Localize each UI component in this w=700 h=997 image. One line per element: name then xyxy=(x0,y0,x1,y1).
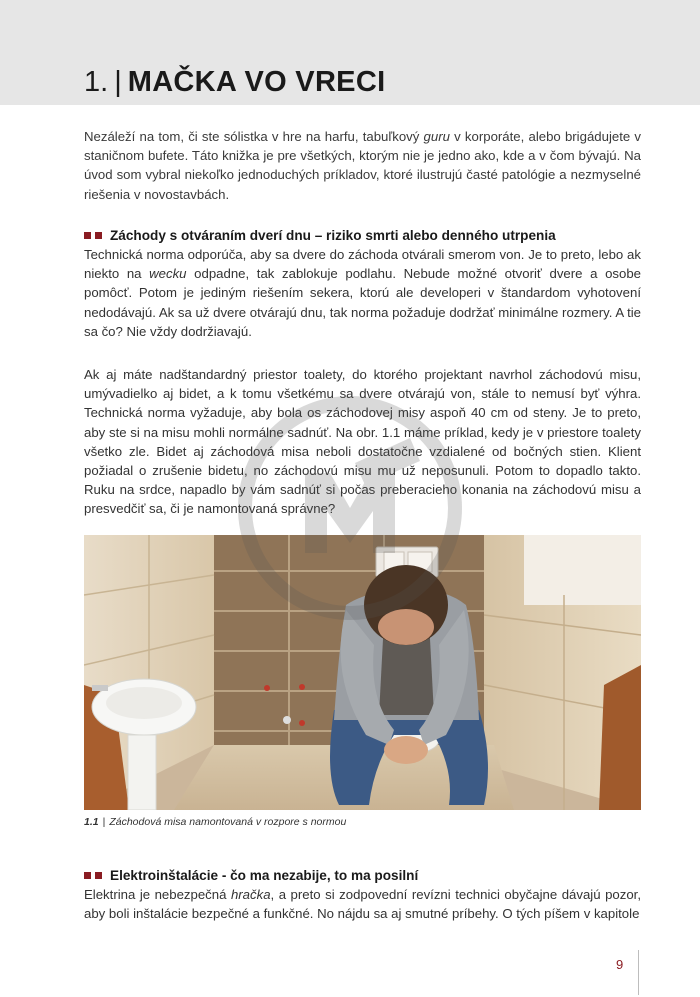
intro-guru-word: guru xyxy=(423,129,450,144)
intro-paragraph xyxy=(84,127,641,204)
bullet-square-icon xyxy=(95,232,102,239)
intro-text-b: v korporáte, alebo brigádujete v staničnom bufete. Táto knižka je pre všetkých, ktorým nie je jedno ako, kde a v čom bývajú. Na úvod som vybral niekoľko jednoduchých príkladov, ktoré ilustrujú časté patológie a nezmyselné riešenia v novostavbách. xyxy=(84,129,641,202)
section1-text-a: Technická norma odporúča, aby sa dvere do záchoda otvárali smerom von. Je to preto, lebo ak niekto na xyxy=(84,247,641,282)
chapter-name: MAČKA VO VRECI xyxy=(127,66,386,98)
section1-text-b: odpadne, tak zablokuje podlahu. Nebude možné otvoriť dvere a osobe pomôcť. Potom je jediným riešením sekera, ktorú ale developeri v štandardom vyhotovení nedodávajú. Ak sa už dvere otvárajú dnu, tak norma požaduje dodržať minimálne rozmery. A tie sa čo? Nie vždy dodržiavajú. xyxy=(84,266,642,339)
section-heading-text: Záchody s otváraním dverí dnu – riziko smrti alebo denného utrpenia xyxy=(110,228,556,243)
section2-text-b: , a preto si zodpovední revízni technici obyčajne dávajú pozor, aby boli inštalácie bezpečné a funkčné. No nájdu sa aj smutné príbehy. O tých píšem v kapitole xyxy=(84,887,641,922)
figure-separator: | xyxy=(102,816,106,828)
section2-text-a: Elektrina je nebezpečná xyxy=(84,887,231,902)
page-number: 9 xyxy=(616,957,624,972)
figure-caption-text: Záchodová misa namontovaná v rozpore s normou xyxy=(109,816,347,828)
bathroom-photo xyxy=(84,535,641,810)
section1-paragraph-1 xyxy=(84,245,641,341)
chapter-number: 1. xyxy=(84,66,109,98)
bullet-square-icon xyxy=(95,872,102,879)
section1-wecku-word: wecku xyxy=(149,266,187,282)
figure-number: 1.1 xyxy=(84,816,99,828)
bullet-square-icon xyxy=(84,232,91,239)
section1-paragraph-2: Ak aj máte nadštandardný priestor toalety, do ktorého projektant navrhol záchodovú misu, umývadielko aj bidet, a k tomu všetkému sa dvere otvárajú von, stále to nemusí byť výhra. Technická norma vyžaduje, aby bola os záchodovej misy aspoň 40 cm od steny. Je to preto, aby ste si na misu mohli normálne sadnúť. Na obr. 1.1 máme príklad, kedy je v priestore toalety všetko zle. Bidet aj záchodová misa neboli dostatočne vzdialené od bočných stien. Klient požiadal o zrušenie bidetu, no záchodovú misu mu už neposunuli. Potom to dopadlo takto. Ruku na srdce, napadlo by vám sadnúť si počas preberacieho konania na záchodovú misu a presvedčiť sa, či je namontovaná správne? xyxy=(84,367,641,517)
section-heading-electrical xyxy=(84,866,644,885)
section2-paragraph-1 xyxy=(84,885,641,923)
section2-hracka-word: hračka xyxy=(230,887,271,902)
page-number-rule xyxy=(638,950,639,995)
figure-caption xyxy=(84,815,346,829)
section-heading-text: Elektroinštalácie - čo ma nezabije, to ma posilní xyxy=(110,868,419,883)
chapter-separator: | xyxy=(114,66,122,98)
bullet-square-icon xyxy=(84,872,91,879)
section-heading-toilets xyxy=(84,226,644,245)
chapter-title xyxy=(84,62,385,102)
intro-text-a: Nezáleží na tom, či ste sólistka v hre na harfu, tabuľkový xyxy=(84,129,424,144)
bathroom-photo-illustration xyxy=(84,535,641,810)
